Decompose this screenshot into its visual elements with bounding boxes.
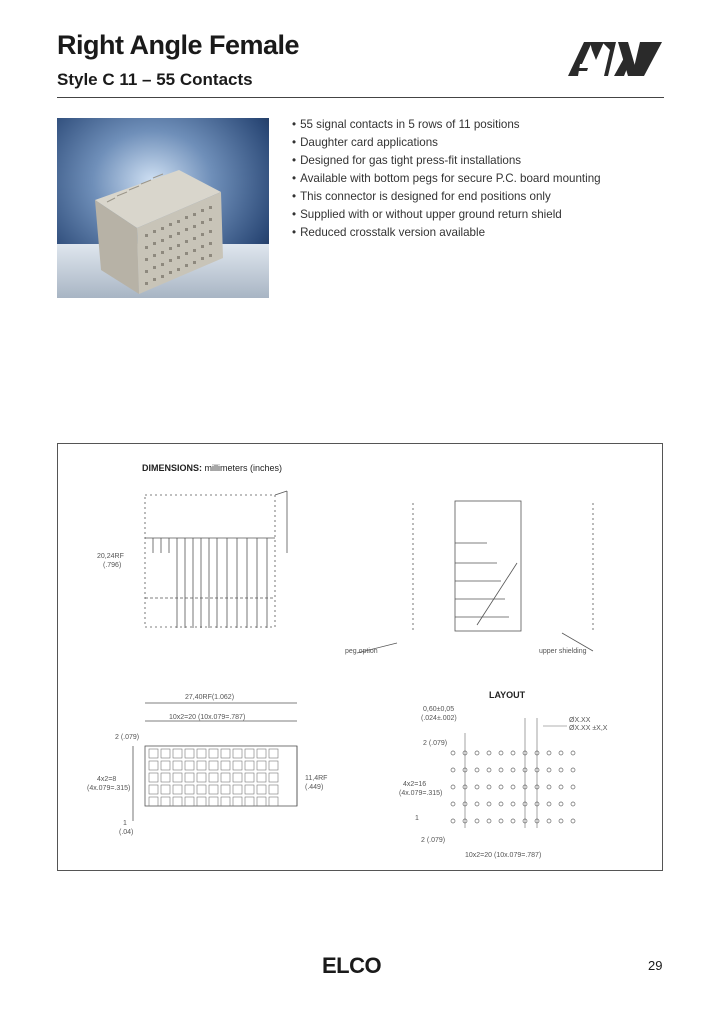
- bottom-pitch-label: 10x2=20 (10x.079=.787): [169, 714, 246, 721]
- upper-shielding-label: upper shielding: [539, 648, 587, 655]
- bottom-rows-label: 4x2=8: [97, 776, 117, 783]
- feature-item: • 55 signal contacts in 5 rows of 11 positions: [292, 116, 601, 134]
- bottom-rows-in-label: (4x.079=.315): [87, 785, 131, 792]
- feature-item: • Reduced crosstalk version available: [292, 224, 601, 242]
- feature-item: • Supplied with or without upper ground return shield: [292, 206, 601, 224]
- logo-text: AVX: [615, 84, 617, 85]
- layout-one-label: 1: [415, 815, 419, 822]
- bottom-row-dim-label: 11,4RF: [305, 775, 328, 782]
- page-number: 29: [648, 958, 663, 973]
- bottom-row-dim-in-label: (.449): [305, 784, 324, 791]
- bottom-small-label: 1: [123, 820, 127, 827]
- page-title: Right Angle Female: [57, 30, 300, 60]
- layout-pitch-top-label: 2 (.079): [423, 740, 448, 747]
- layout-width-label: 10x2=20 (10x.079=.787): [465, 852, 542, 859]
- layout-rows-label: 4x2=16: [403, 781, 427, 788]
- bottom-small-in-label: (.04): [119, 829, 134, 836]
- layout-hole-label: 0,60±0,05: [423, 706, 455, 713]
- layout-title: LAYOUT: [489, 690, 526, 700]
- layout-rows-in-label: (4x.079=.315): [399, 790, 443, 797]
- feature-item: • Designed for gas tight press-fit installations: [292, 152, 601, 170]
- layout-hole-in-label: (.024±.002): [421, 715, 457, 722]
- feature-item: • This connector is designed for end positions only: [292, 188, 601, 206]
- header-divider: [57, 97, 664, 98]
- dimensions-label: DIMENSIONS: millimeters (inches): [142, 463, 283, 473]
- avx-logo: [566, 40, 664, 85]
- height-dim-label: 20,24RF: [97, 553, 124, 560]
- bottom-left-top-label: 2 (.079): [115, 734, 140, 741]
- peg-option-label: peg option: [345, 648, 378, 655]
- layout-bottom-left-label: 2 (.079): [421, 837, 446, 844]
- feature-item: • Available with bottom pegs for secure P.C. board mounting: [292, 170, 601, 188]
- height-dim-label-in: (.796): [103, 562, 122, 569]
- bottom-width-label: 27,40RF(1.062): [185, 694, 235, 701]
- feature-list: [292, 116, 601, 242]
- page-subtitle: Style C 11 – 55 Contacts: [57, 70, 253, 89]
- layout-note-label: ØX.XX: [569, 717, 591, 724]
- feature-item: • Daughter card applications: [292, 134, 601, 152]
- elco-logo: ELCO: [322, 953, 382, 978]
- technical-drawing: [57, 443, 663, 871]
- connector-photo: [57, 118, 269, 298]
- layout-note2-label: ØX.XX ±X,X: [569, 725, 608, 732]
